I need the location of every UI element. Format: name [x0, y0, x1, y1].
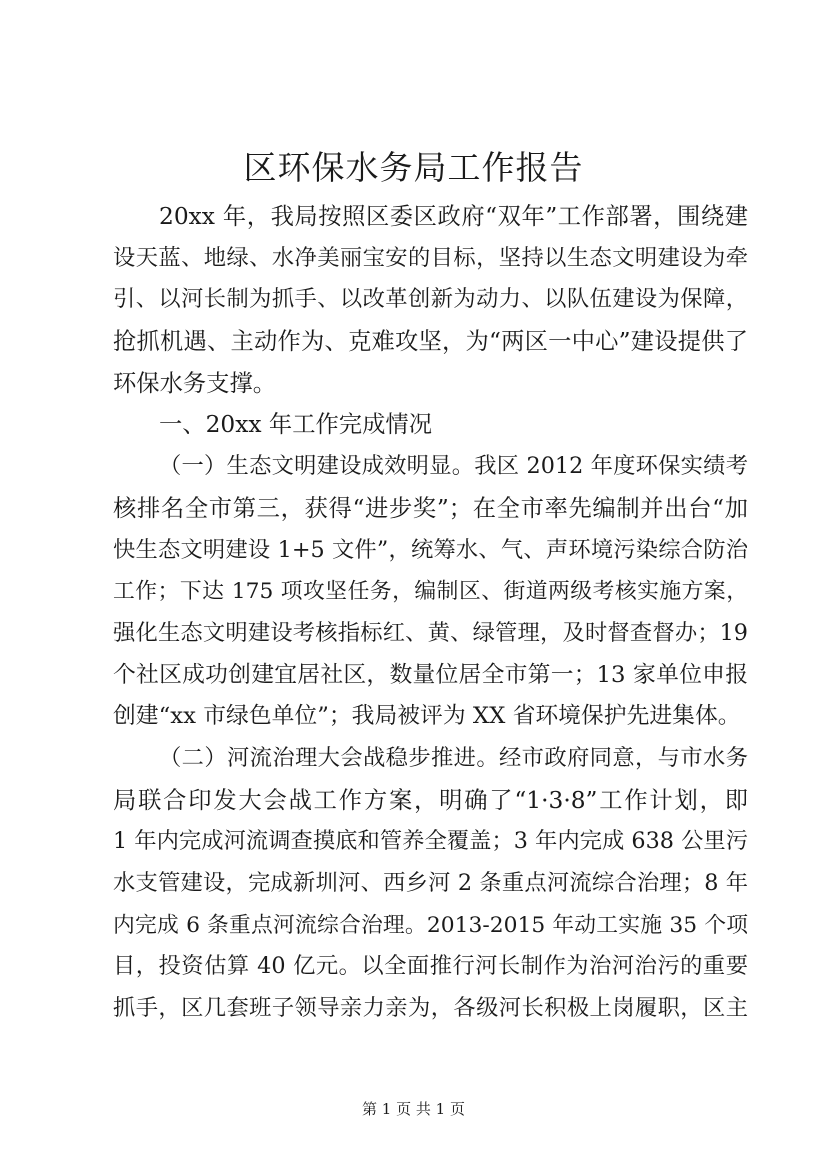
paragraph-line: 环保水务支撑。: [113, 369, 277, 397]
paragraph-line: 水支管建设，完成新圳河、西乡河 2 条重点河流综合治理；8 年: [113, 870, 748, 896]
page-footer: 第 1 页 共 1 页: [362, 1100, 465, 1118]
paragraph-line: 强化生态文明建设考核指标红、黄、绿管理，及时督查督办；19: [113, 619, 748, 646]
paragraph-line: 20xx 年，我局按照区委区政府“双年”工作部署，围绕建: [159, 203, 748, 230]
paragraph-line: 抢抓机遇、主动作为、克难攻坚，为“两区一中心”建设提供了: [113, 328, 748, 356]
paragraph-line: 个社区成功创建宜居社区，数量位居全市第一；13 家单位申报: [113, 661, 748, 688]
paragraph-line: 创建“xx 市绿色单位”；我局被评为 XX 省环境保护先进集体。: [113, 703, 741, 730]
paragraph-line: 1 年内完成河流调查摸底和管养全覆盖；3 年内完成 638 公里污: [113, 828, 748, 855]
paragraph-line: （二）河流治理大会战稳步推进。经市政府同意，与市水务: [159, 744, 748, 771]
document-title: 区环保水务局工作报告: [243, 148, 584, 187]
paragraph-line: （一）生态文明建设成效明显。我区 2012 年度环保实绩考: [159, 453, 748, 480]
paragraph-line: 目，投资估算 40 亿元。以全面推行河长制作为治河治污的重要: [113, 953, 748, 980]
document-body: [113, 196, 748, 1030]
paragraph-line: 内完成 6 条重点河流综合治理。2013-2015 年动工实施 35 个项: [113, 912, 748, 938]
paragraph-line: 快生态文明建设 1+5 文件”，统筹水、气、声环境污染综合防治: [113, 536, 748, 563]
paragraph-line: 设天蓝、地绿、水净美丽宝安的目标，坚持以生态文明建设为牵: [113, 244, 748, 271]
paragraph-line: 局联合印发大会战工作方案，明确了“1·3·8”工作计划，即: [113, 786, 748, 814]
paragraph-line: 核排名全市第三，获得“进步奖”；在全市率先编制并出台“加: [113, 494, 748, 522]
paragraph-line: 引、以河长制为抓手、以改革创新为动力、以队伍建设为保障，: [113, 286, 748, 313]
section-heading: 一、20xx 年工作完成情况: [159, 411, 432, 439]
paragraph-line: 工作；下达 175 项攻坚任务，编制区、街道两级考核实施方案，: [113, 579, 748, 605]
paragraph-line: 抓手，区几套班子领导亲力亲为，各级河长积极上岗履职，区主: [113, 995, 748, 1022]
